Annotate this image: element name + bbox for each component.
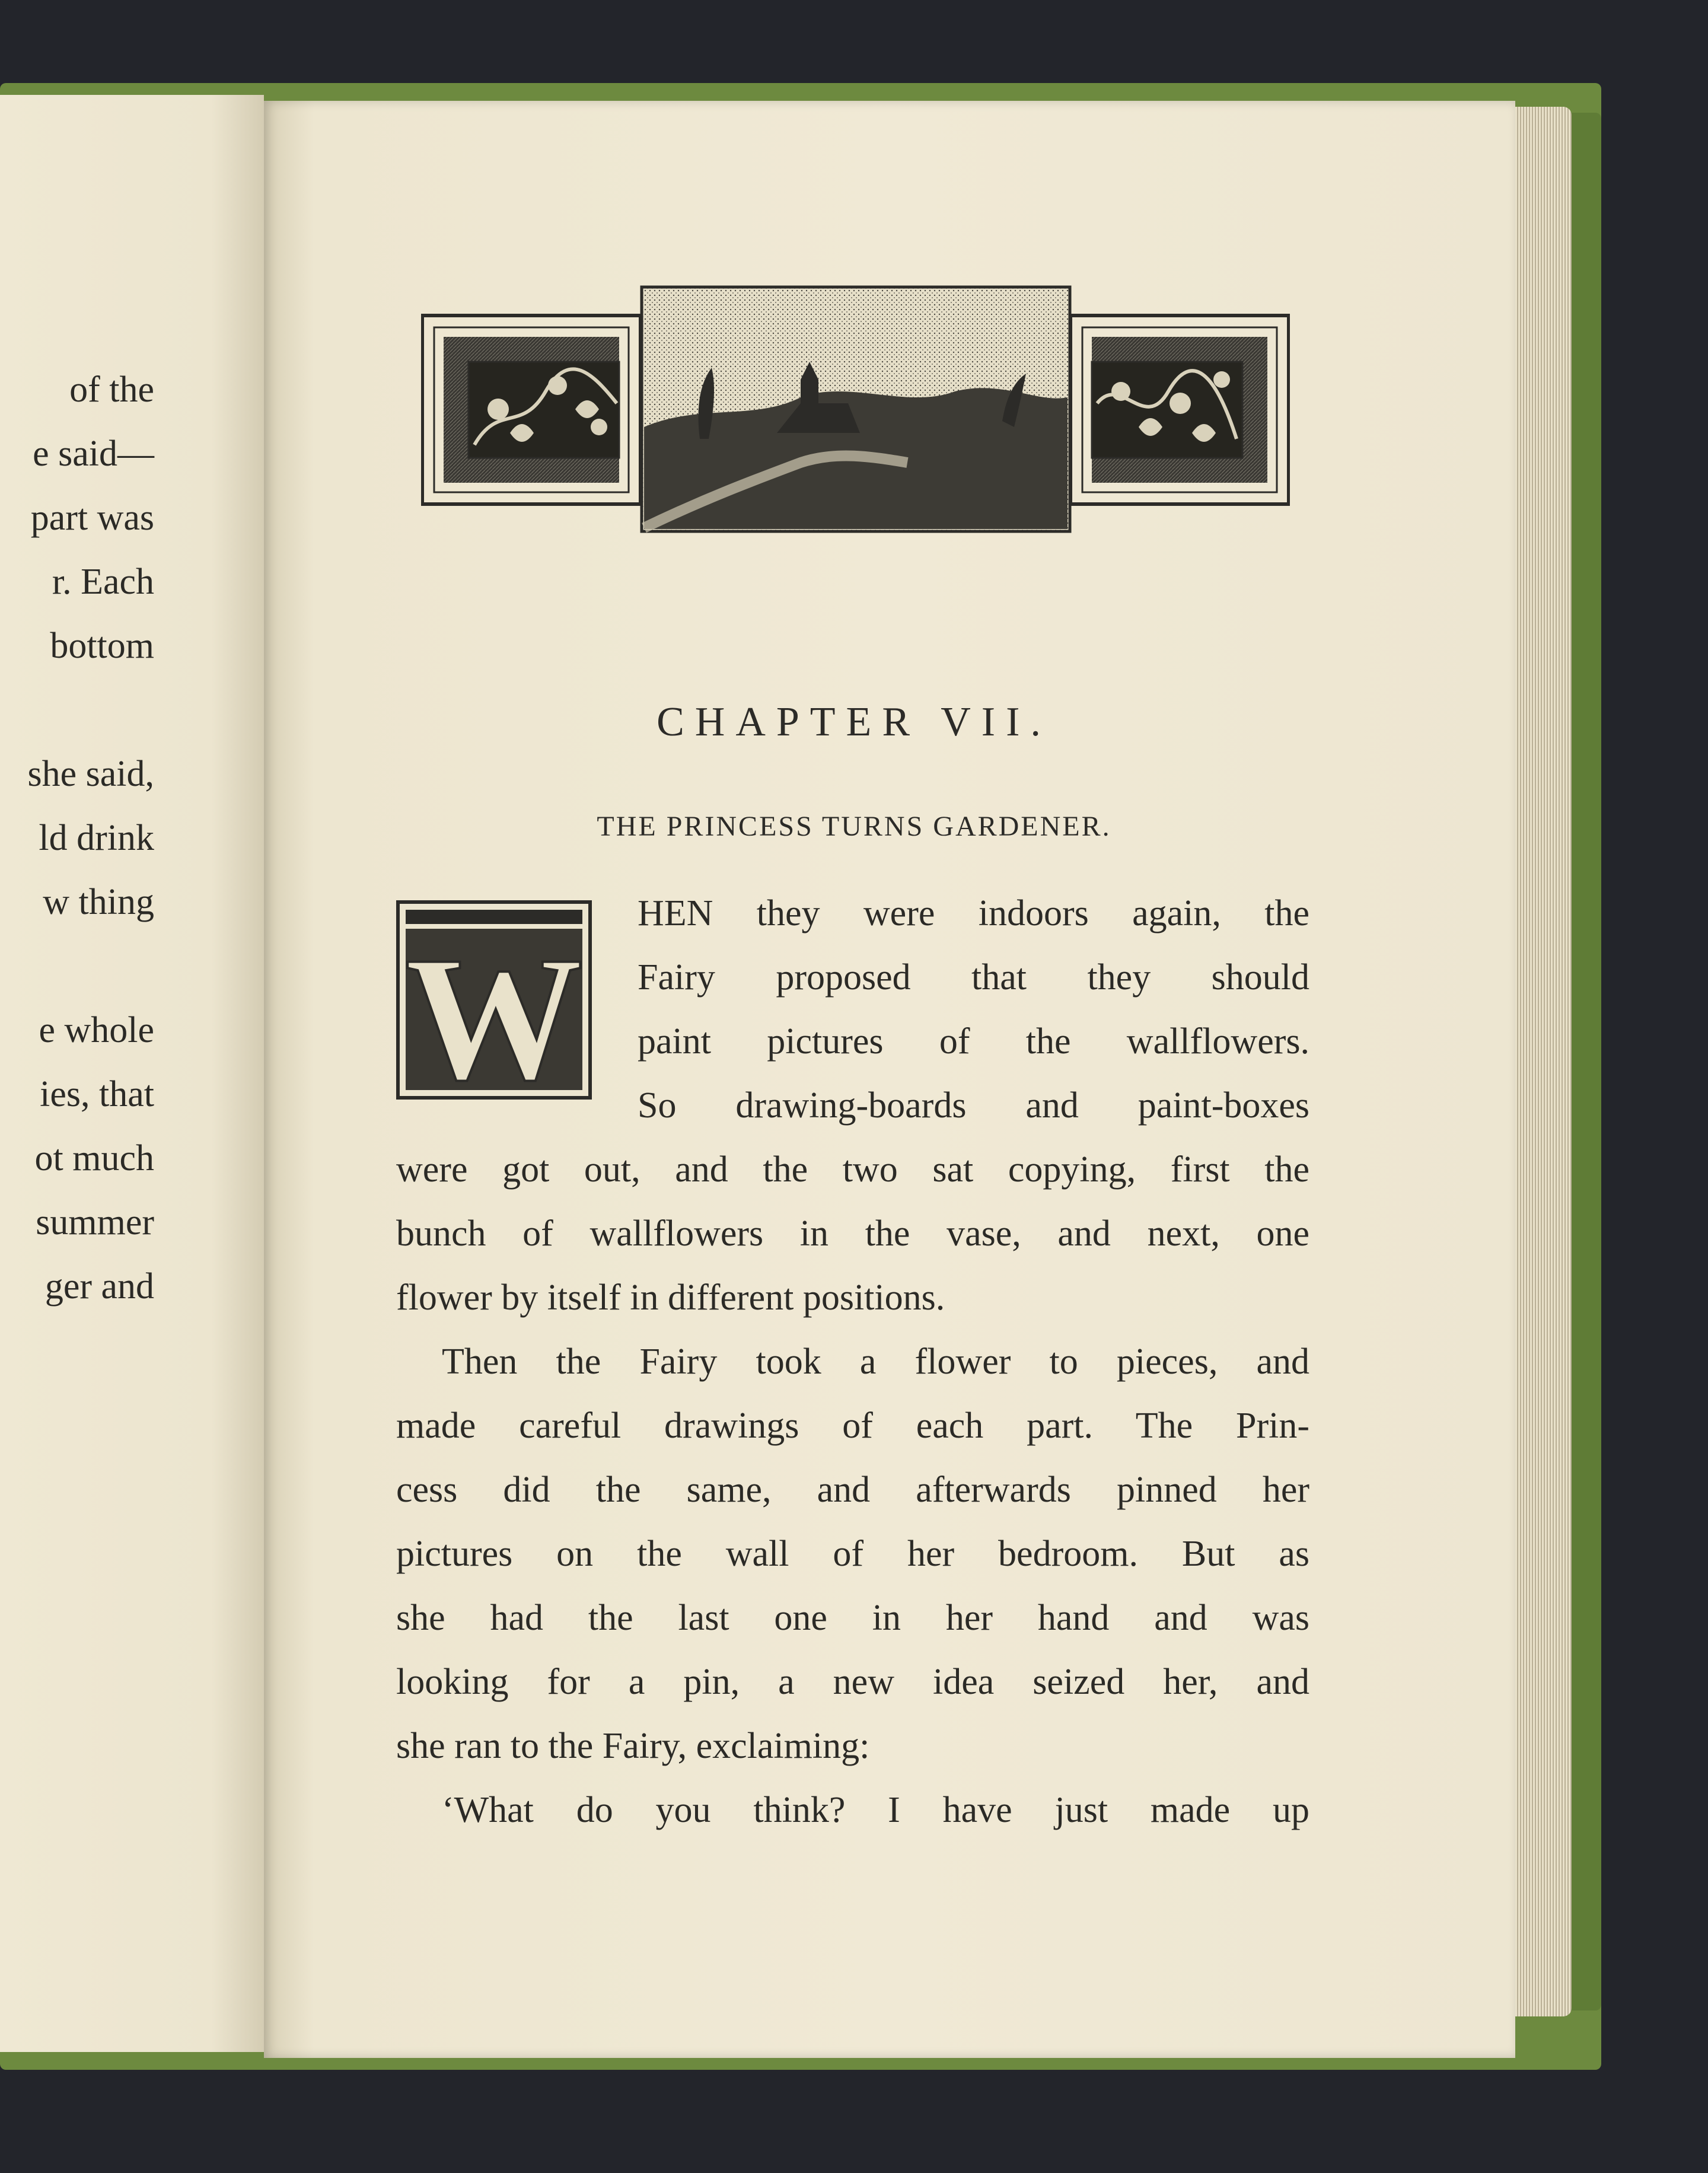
left-page-text (0, 95, 264, 2052)
text-line: flower by itself in different positions. (396, 1277, 945, 1318)
left-line: r. Each (52, 562, 154, 602)
text-line: pictures on the wall of her bedroom. But as (396, 1534, 1309, 1574)
village-church-scene (642, 287, 1070, 531)
text-line: ‘What do you think? I have just made up (442, 1790, 1309, 1830)
text-line: paint pictures of the wallflowers. (638, 1021, 1309, 1062)
text-line: she had the last one in her hand and was (396, 1598, 1309, 1638)
left-line: e said— (33, 434, 154, 474)
left-line: bottom (50, 626, 154, 666)
right-floral-panel (1070, 316, 1289, 504)
text-line: Fairy proposed that they should (638, 957, 1309, 998)
left-line: ger and (44, 1266, 154, 1307)
left-line: w thing (43, 882, 154, 922)
page-fore-edge (1506, 107, 1572, 2016)
left-page (0, 95, 264, 2052)
left-line: ld drink (39, 818, 154, 858)
left-line: e whole (39, 1010, 154, 1050)
left-line: ot much (34, 1138, 154, 1178)
text-line: she ran to the Fairy, exclaiming: (396, 1726, 870, 1766)
text-line: cess did the same, and afterwards pinned her (396, 1470, 1309, 1510)
left-line: ies, that (40, 1074, 154, 1114)
text-line: looking for a pin, a new idea seized her, and (396, 1662, 1309, 1702)
text-line: made careful drawings of each part. The Prin- (396, 1406, 1309, 1446)
drop-cap-w-ornament (396, 900, 592, 1100)
drop-cap-letter: W (405, 920, 583, 1100)
left-line: summer (36, 1202, 154, 1242)
left-line: she said, (27, 754, 154, 794)
chapter-title: CHAPTER VII. (657, 699, 1051, 745)
text-line: bunch of wallflowers in the vase, and next, one (396, 1213, 1309, 1254)
text-line: So drawing-boards and paint-boxes (638, 1085, 1309, 1126)
text-line: were got out, and the two sat copying, first the (396, 1149, 1309, 1190)
left-line: part was (30, 498, 154, 538)
left-line: of the (69, 369, 154, 410)
text-line: Then the Fairy took a flower to pieces, and (442, 1342, 1309, 1382)
chapter-header-illustration (421, 285, 1290, 540)
text-line: HEN they were indoors again, the (638, 893, 1309, 933)
chapter-subtitle: THE PRINCESS TURNS GARDENER. (597, 811, 1111, 842)
left-floral-panel (422, 316, 640, 504)
